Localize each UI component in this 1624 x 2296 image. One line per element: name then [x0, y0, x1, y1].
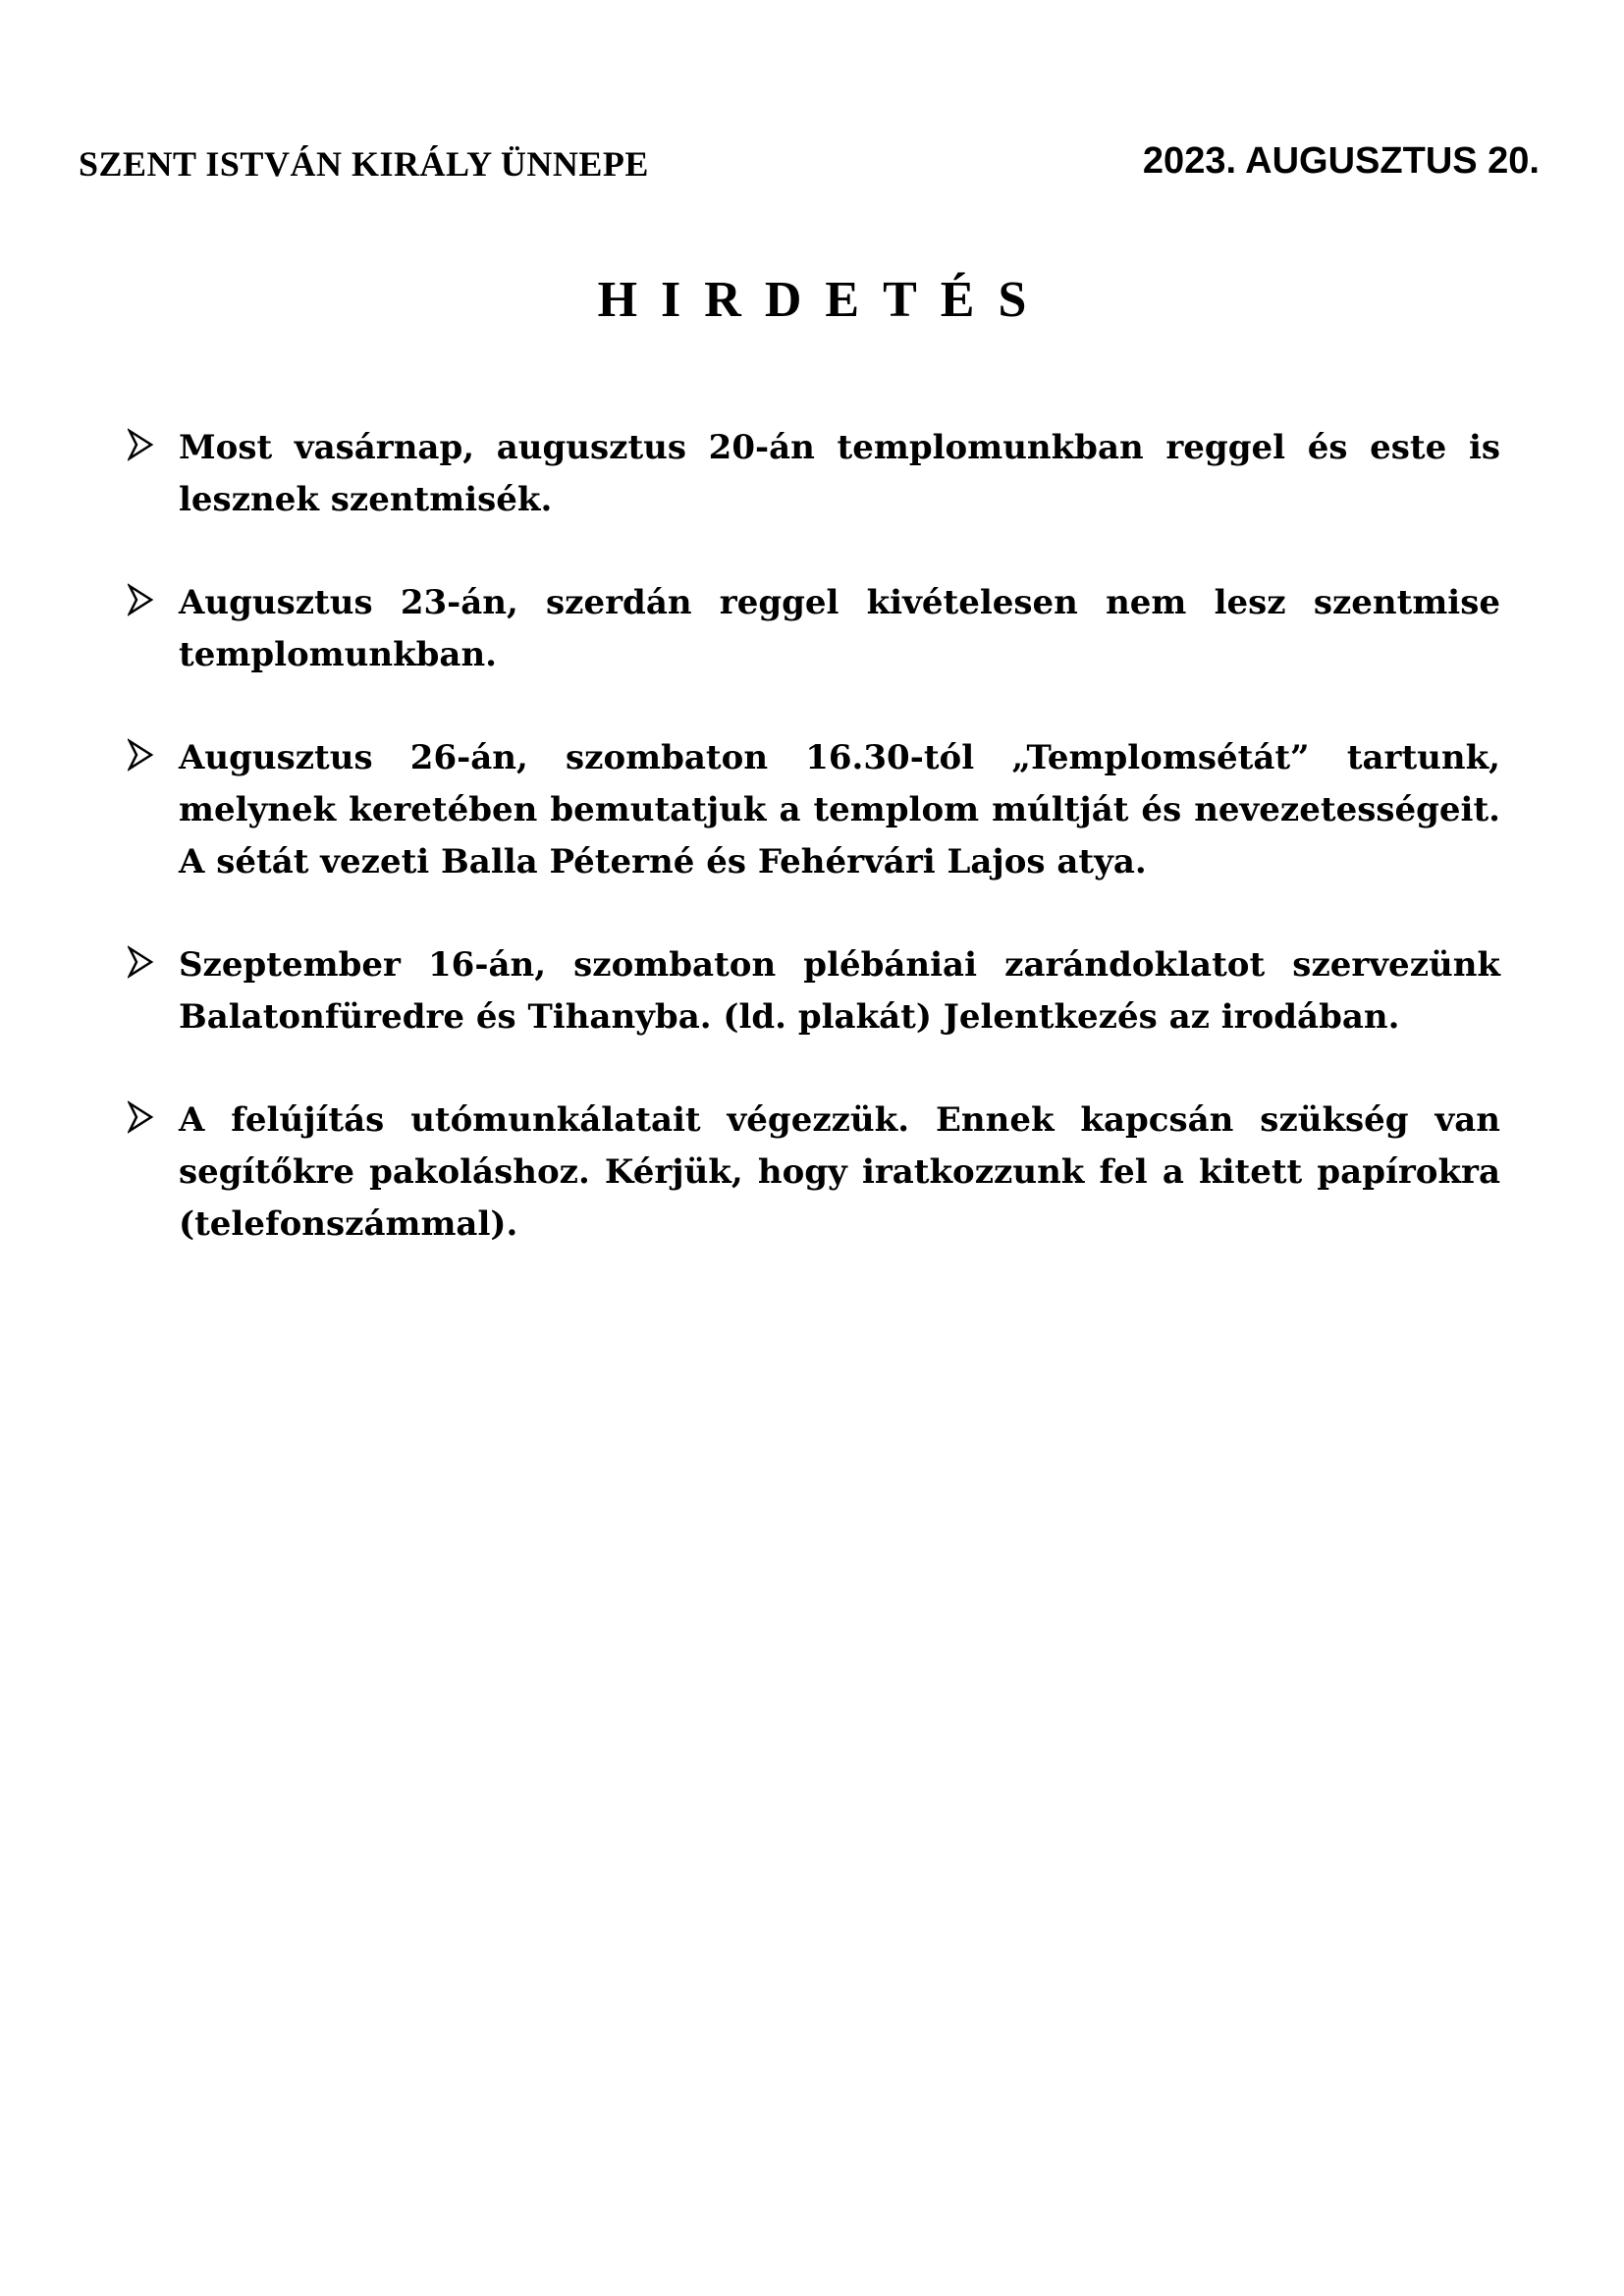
announcement-item	[128, 732, 1500, 888]
announcement-item	[128, 577, 1500, 681]
announcement-text: Augusztus 23-án, szerdán reggel kivételesen nem lesz szentmise templomunkban.	[179, 583, 1500, 674]
arrow-bullet-icon	[128, 942, 155, 982]
announcement-item	[128, 422, 1500, 526]
announcement-text: Most vasárnap, augusztus 20-án templomunkban reggel és este is lesznek szentmisék.	[179, 428, 1500, 519]
announcement-text: Szeptember 16-án, szombaton plébániai zarándoklatot szervezünk Balatonfüredre és Tihanyba. (ld. plakát) Jelentkezés az irodában.	[179, 945, 1500, 1037]
announcement-item	[128, 939, 1500, 1043]
announcement-item	[128, 1095, 1500, 1251]
announcement-text: A felújítás utómunkálatait végezzük. Ennek kapcsán szükség van segítőkre pakoláshoz. Kérjük, hogy iratkozzunk fel a kitett papírokra (telefonszámmal).	[179, 1100, 1500, 1244]
page-title: HIRDETÉS	[597, 272, 1051, 328]
arrow-bullet-icon	[128, 425, 155, 464]
arrow-bullet-icon	[128, 735, 155, 774]
header-occasion: SZENT ISTVÁN KIRÁLY ÜNNEPE	[79, 144, 649, 184]
header-date: 2023. AUGUSZTUS 20.	[1142, 140, 1540, 182]
announcement-text: Augusztus 26-án, szombaton 16.30-tól „Templomsétát” tartunk, melynek keretében bemutatjuk a templom múltját és nevezetességeit. A sétát vezeti Balla Péterné és Fehérvári Lajos atya.	[179, 738, 1500, 881]
arrow-bullet-icon	[128, 1097, 155, 1137]
arrow-bullet-icon	[128, 580, 155, 619]
announcement-list	[128, 422, 1500, 1302]
